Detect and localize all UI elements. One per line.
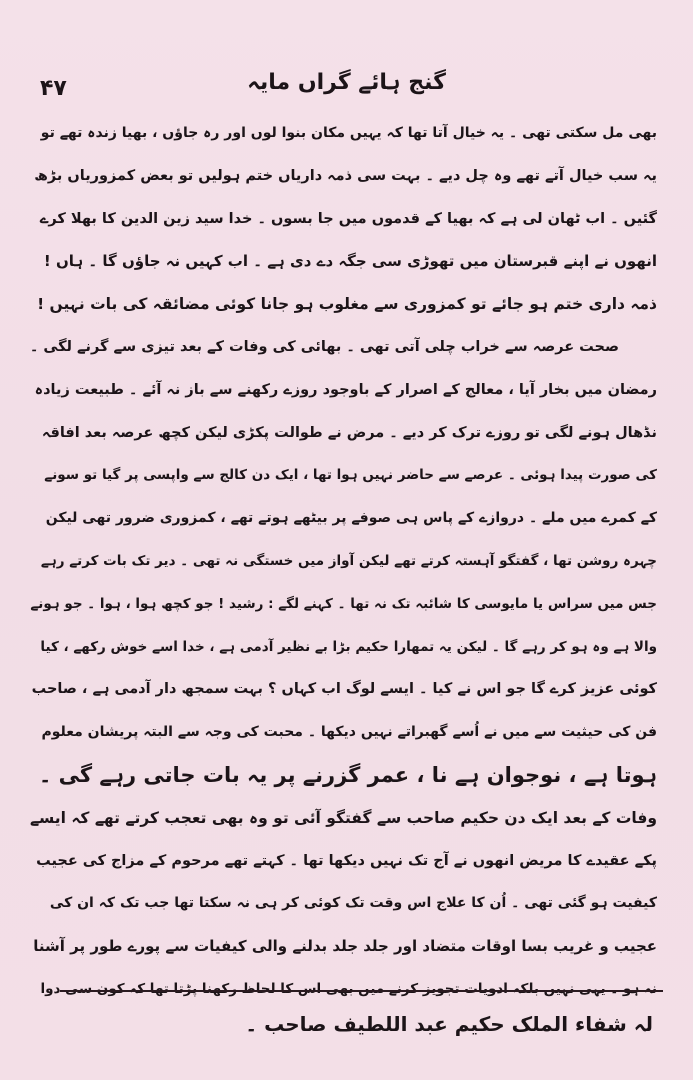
text-line: جس میں سراس یا مایوسی کا شائبہ تک نہ تھا ۔ کہنے لگے : رشید ! جو کچھ ہوا ، ہوا ۔ جو ہونے (30, 595, 657, 612)
text-line: انھوں نے اپنے قبرستان میں تھوڑی سی جگہ دے دی ہے ۔ اب کہیں نہ جاؤں گا ۔ ہاں ! (43, 252, 657, 271)
text-line: چہرہ روشن تھا ، گفتگو آہستہ کرتے تھے لیکن آواز میں خستگی نہ تھی ۔ دیر تک بات کرتے رہے (40, 552, 657, 569)
text-line: رمضان میں بخار آیا ، معالج کے اصرار کے باوجود روزے رکھنے سے باز نہ آئے ۔ طبیعت زیادہ (34, 381, 657, 398)
text-line: فن کی حیثیت سے میں نے اُسے گھبراتے نہیں دیکھا ۔ محبت کی وجہ سے البتہ پریشان معلوم (41, 724, 657, 741)
text-line: والا ہے وہ ہو کر رہے گا ۔ لیکن یہ تمھارا حکیم بڑا بے نظیر آدمی ہے ، خدا اسے خوش رکھے ، کیا (40, 638, 657, 655)
text-line: ذمہ داری ختم ہو جائے تو کمزوری سے مغلوب ہو جانا کوئی مضائقہ کی بات نہیں ! (37, 295, 657, 314)
footnote: لہ شفاء الملک حکیم عبد اللطیف صاحب ۔ (245, 1012, 653, 1036)
footnote-divider (60, 990, 663, 992)
text-line: گئیں ۔ اب ٹھان لی ہے کہ بھیا کے قدموں میں جا بسوں ۔ خدا سید زین الدین کا بھلا کرے (39, 210, 657, 227)
text-line: وفات کے بعد ایک دن حکیم صاحب سے گفتگو آئی تو وہ بھی تعجب کرتے تھے کہ ایسے (30, 808, 657, 827)
text-line: بھی مل سکتی تھی ۔ یہ خیال آتا تھا کہ یہیں مکان بنوا لوں اور رہ جاؤں ، بھیا زندہ تھے تو (40, 125, 657, 141)
text-line: نڈھال ہونے لگی تو روزے ترک کر دیے ۔ مرض نے طوالت پکڑی لیکن کچھ عرصہ بعد افاقہ (41, 424, 657, 441)
text-line: عجیب و غریب بسا اوقات متضاد اور جلد جلد بدلنے والی کیفیات سے پورے طور پر آشنا (33, 937, 657, 956)
text-line: ہوتا ہے ، نوجوان ہے نا ، عمر گزرنے پر یہ بات جاتی رہے گی ۔ (39, 762, 657, 787)
body-text (30, 112, 657, 1011)
text-line: کیفیت ہو گئی تھی ۔ اُن کا علاج اس وقت تک کوئی کر ہی نہ سکتا تھا جب تک کہ ان کی (49, 895, 657, 912)
page-number: ۴۷ (40, 76, 67, 101)
text-line: کوئی عزیز کرے گا جو اس نے کیا ۔ ایسے لوگ اب کہاں ؟ بہت سمجھ دار آدمی ہے ، صاحب (31, 681, 657, 698)
text-line: پکے عقیدے کا مریض انھوں نے آج تک نہیں دیکھا تھا ۔ کہتے تھے مرحوم کے مزاج کی عجیب (36, 852, 657, 869)
page-header (40, 70, 653, 104)
text-line: کے کمرے میں ملے ۔ دروازے کے پاس ہی صوفے پر بیٹھے ہوتے تھے ، کمزوری ضرور تھی لیکن (45, 510, 657, 527)
text-line: یہ سب خیال آتے تھے وہ چل دیے ۔ بہت سی ذمہ داریاں ختم ہولیں تو بعض کمزوریاں بڑھ (34, 167, 657, 184)
text-line: نہ ہو ۔ یہی نہیں بلکہ ادویات تجویز کرنے میں بھی اس کا لحاظ رکھنا پڑتا تھا کہ کون سی دوا (40, 980, 657, 997)
text-line: صحت عرصہ سے خراب چلی آتی تھی ۔ بھائی کی وفات کے بعد تیزی سے گرنے لگی ۔ (30, 338, 619, 355)
running-title: گنج ہائے گراں مایہ (247, 70, 446, 95)
text-line: کی صورت پیدا ہوئی ۔ عرصے سے حاضر نہیں ہوا تھا ، ایک دن کالج سے واپسی پر گیا تو سونے (44, 467, 657, 484)
